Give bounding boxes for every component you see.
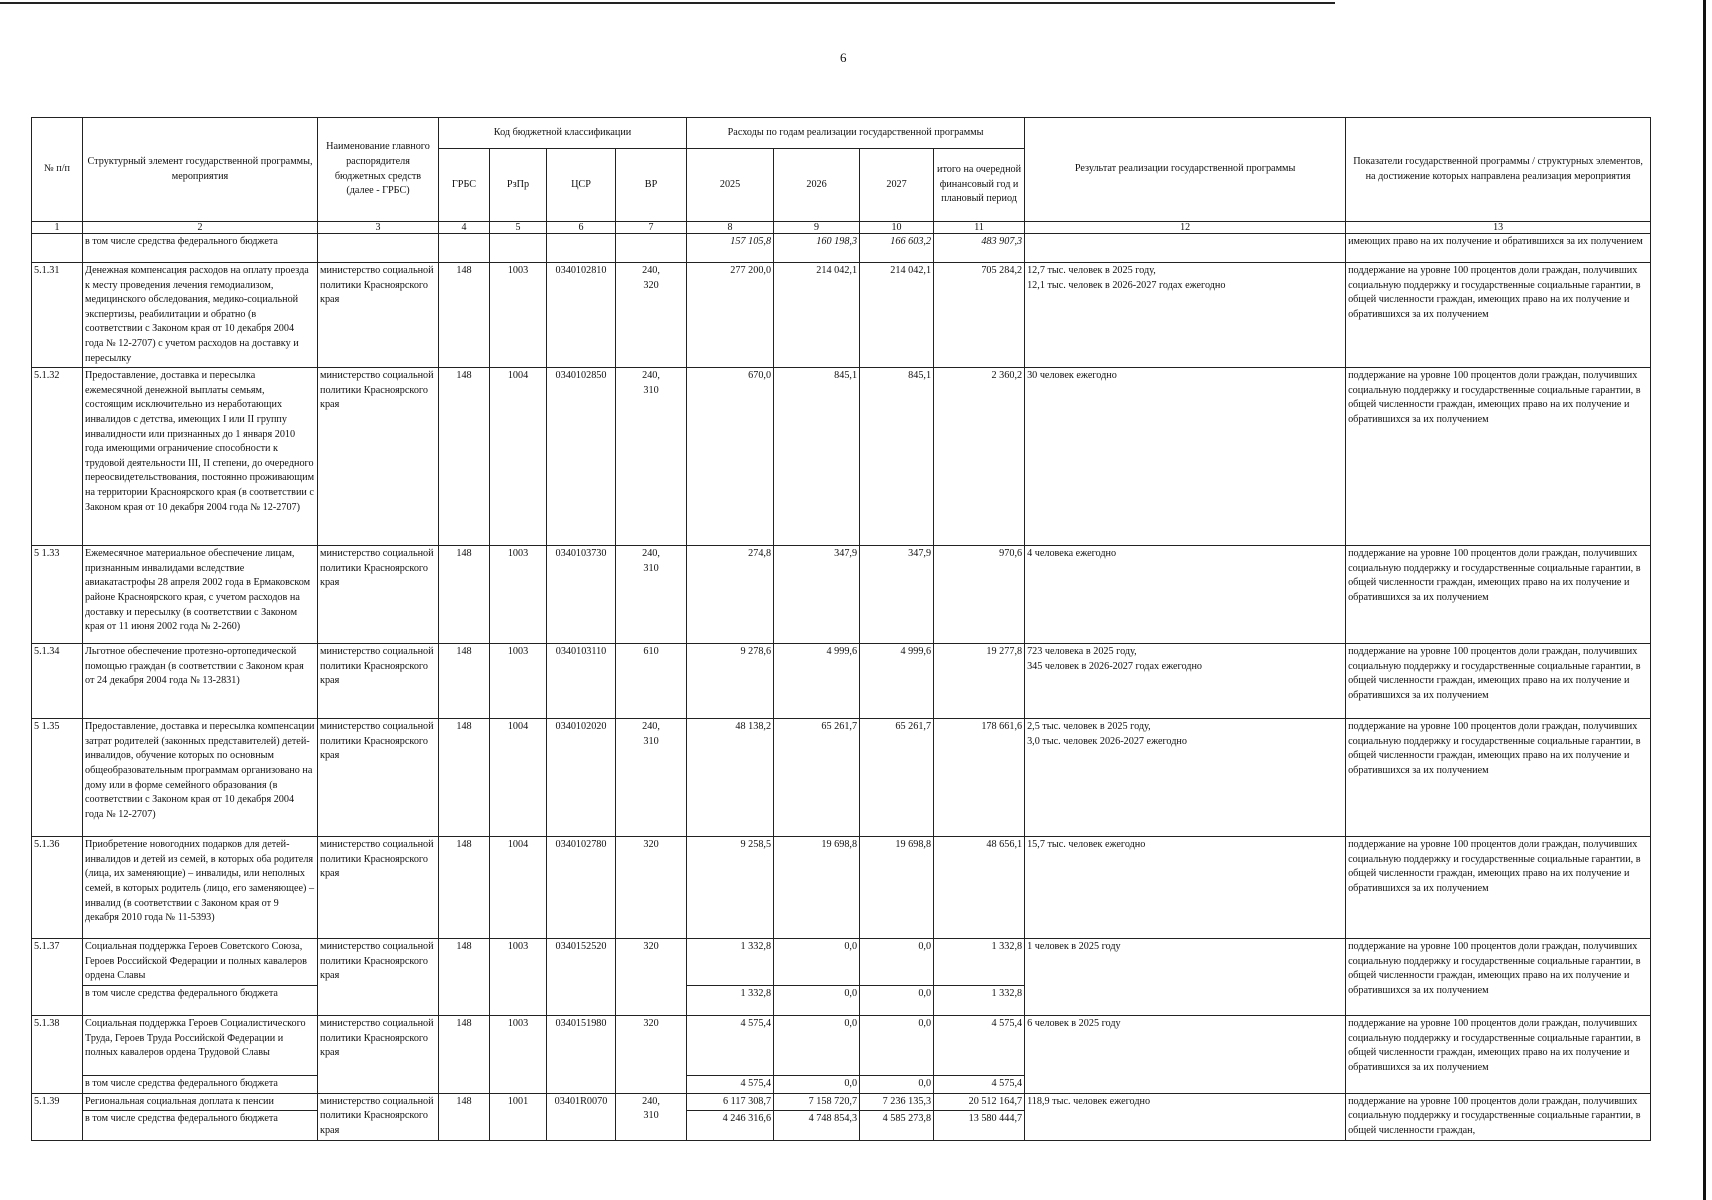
row-grbs: 148 (439, 644, 490, 719)
amount-2025: 48 138,2 (687, 719, 774, 837)
row-vr: 320 (616, 939, 687, 1016)
right-border-line (1703, 0, 1706, 1200)
col-number: 10 (860, 222, 934, 234)
table-row (32, 234, 1651, 263)
row-result: 12,7 тыс. человек в 2025 году, 12,1 тыс. человек в 2026-2027 годах ежегодно (1025, 263, 1346, 368)
amount-2027: 347,9 (860, 546, 934, 644)
row-grbs: 148 (439, 368, 490, 546)
header-code-group: Код бюджетной классификации (439, 118, 687, 149)
row-rzpr: 1003 (490, 644, 547, 719)
indicator-cell: поддержание на уровне 100 процентов доли граждан, получивших социальную поддержку и государственные социальные гарантии, в общей численности граждан, имеющих право на их получение и обратившихся за их получением (1346, 837, 1651, 939)
row-number: 5.1.36 (32, 837, 83, 939)
col-number: 3 (318, 222, 439, 234)
header-2027: 2027 (860, 149, 934, 222)
fed-amount-2027: 0,0 (860, 985, 934, 1015)
row-result: 15,7 тыс. человек ежегодно (1025, 837, 1346, 939)
amount-2027: 845,1 (860, 368, 934, 546)
col-number: 2 (83, 222, 318, 234)
header-expenses-group: Расходы по годам реализации государственной программы (687, 118, 1025, 149)
col-number: 5 (490, 222, 547, 234)
row-vr: 320 (616, 1015, 687, 1093)
row-element-name: Предоставление, доставка и пересылка компенсации затрат родителей (законных представителей) детей-инвалидов, обучение которых по основным общеобразовательным программам организовано на дому или в форме семейного образования (в соответствии с Законом края от 10 декабря 2004 года № 12-2707) (83, 719, 318, 837)
amount-2026: 214 042,1 (774, 263, 860, 368)
amount-total: 483 907,3 (934, 234, 1025, 263)
row-element-name: Ежемесячное материальное обеспечение лицам, признанным инвалидами вследствие авиакатастрофы 28 апреля 2002 года в Ермаковском районе Красноярского края, с учетом расходов на доставку и пересылку (в соответствии с Законом края от 11 июня 2002 года № 2-260) (83, 546, 318, 644)
header-element: Структурный элемент государственной программы, мероприятия (83, 118, 318, 222)
table-row (32, 1093, 1651, 1111)
indicator-cell: поддержание на уровне 100 процентов доли граждан, получивших социальную поддержку и государственные социальные гарантии, в общей численности граждан, имеющих право на их получение и обратившихся за их получением (1346, 939, 1651, 1016)
amount-2026: 845,1 (774, 368, 860, 546)
row-rzpr: 1003 (490, 546, 547, 644)
row-grbs-name: министерство социальной политики Красноярского края (318, 263, 439, 368)
amount-2027: 4 999,6 (860, 644, 934, 719)
row-grbs-name: министерство социальной политики Красноярского края (318, 837, 439, 939)
row-vr: 240, 310 (616, 546, 687, 644)
row-grbs: 148 (439, 1015, 490, 1093)
row-number: 5.1.37 (32, 939, 83, 1016)
indicator-cell: поддержание на уровне 100 процентов доли граждан, получивших социальную поддержку и государственные социальные гарантии, в общей численности граждан, имеющих право на их получение и обратившихся за их получением (1346, 719, 1651, 837)
header-2026: 2026 (774, 149, 860, 222)
row-number: 5 1.33 (32, 546, 83, 644)
amount-total: 178 661,6 (934, 719, 1025, 837)
row-csr: 0340151980 (547, 1015, 616, 1093)
row-rzpr: 1004 (490, 837, 547, 939)
row-vr: 240, 320 (616, 263, 687, 368)
row-csr: 03401R0070 (547, 1093, 616, 1141)
row-rzpr: 1001 (490, 1093, 547, 1141)
table-row (32, 837, 1651, 939)
amount-total: 19 277,8 (934, 644, 1025, 719)
fed-amount-2026: 0,0 (774, 985, 860, 1015)
amount-2026: 0,0 (774, 939, 860, 986)
fed-budget-label: в том числе средства федерального бюджета (83, 1111, 318, 1141)
row-csr: 0340102850 (547, 368, 616, 546)
amount-2025: 157 105,8 (687, 234, 774, 263)
header-csr: ЦСР (547, 149, 616, 222)
amount-2026: 65 261,7 (774, 719, 860, 837)
row-result: 4 человека ежегодно (1025, 546, 1346, 644)
amount-2027: 65 261,7 (860, 719, 934, 837)
row-grbs: 148 (439, 263, 490, 368)
fed-amount-total: 13 580 444,7 (934, 1111, 1025, 1141)
row-element-name: Денежная компенсация расходов на оплату проезда к месту проведения лечения гемодиализом, медицинского обследования, медико-социальной экспертизы, реабилитации и обратно (в соответствии с Законом края от 10 декабря 2004 года № 12-2707) с учетом расходов на доставку и пересылку (83, 263, 318, 368)
amount-2025: 9 278,6 (687, 644, 774, 719)
row-result: 723 человека в 2025 году, 345 человек в 2026-2027 годах ежегодно (1025, 644, 1346, 719)
row-result: 6 человек в 2025 году (1025, 1015, 1346, 1093)
col-number: 8 (687, 222, 774, 234)
header-total: итого на очередной финансовый год и плановый период (934, 149, 1025, 222)
row-vr: 610 (616, 644, 687, 719)
row-rzpr: 1004 (490, 719, 547, 837)
row-number: 5.1.31 (32, 263, 83, 368)
row-grbs: 148 (439, 939, 490, 1016)
amount-2026: 7 158 720,7 (774, 1093, 860, 1111)
col-number: 9 (774, 222, 860, 234)
amount-total: 2 360,2 (934, 368, 1025, 546)
amount-2027: 214 042,1 (860, 263, 934, 368)
amount-2027: 0,0 (860, 1015, 934, 1075)
row-csr: 0340152520 (547, 939, 616, 1016)
table-row (32, 368, 1651, 546)
amount-total: 705 284,2 (934, 263, 1025, 368)
row-grbs: 148 (439, 719, 490, 837)
row-grbs: 148 (439, 1093, 490, 1141)
amount-2026: 19 698,8 (774, 837, 860, 939)
row-vr: 240, 310 (616, 1093, 687, 1141)
amount-2026: 0,0 (774, 1015, 860, 1075)
page-number: 6 (840, 50, 847, 65)
column-number-row (32, 222, 1651, 234)
table-row (32, 939, 1651, 986)
fed-amount-total: 4 575,4 (934, 1075, 1025, 1093)
row-element-name: Социальная поддержка Героев Социалистического Труда, Героев Труда Российской Федерации и полных кавалеров ордена Трудовой Славы (83, 1015, 318, 1075)
row-element-name: Региональная социальная доплата к пенсии (83, 1093, 318, 1111)
indicator-cell: поддержание на уровне 100 процентов доли граждан, получивших социальную поддержку и государственные социальные гарантии, в общей численности граждан, (1346, 1093, 1651, 1141)
row-number: 5 1.35 (32, 719, 83, 837)
col-number: 7 (616, 222, 687, 234)
row-csr: 0340102020 (547, 719, 616, 837)
row-grbs: 148 (439, 546, 490, 644)
row-vr: 240, 310 (616, 368, 687, 546)
header-2025: 2025 (687, 149, 774, 222)
amount-total: 20 512 164,7 (934, 1093, 1025, 1111)
fed-budget-label: в том числе средства федерального бюджета (83, 1075, 318, 1093)
row-element-name: Приобретение новогодних подарков для детей-инвалидов и детей из семей, в которых оба родителя (лица, их заменяющие) – инвалиды, или неполных семей, в которых родитель (лицо, его заменяющее) – инвалид (в соответствии с Законом края от 9 декабря 2010 года № 11-5393) (83, 837, 318, 939)
amount-total: 48 656,1 (934, 837, 1025, 939)
header-rzpr: РзПр (490, 149, 547, 222)
amount-2025: 9 258,5 (687, 837, 774, 939)
amount-2026: 160 198,3 (774, 234, 860, 263)
row-csr: 0340103730 (547, 546, 616, 644)
row-result: 2,5 тыс. человек в 2025 году, 3,0 тыс. человек 2026-2027 ежегодно (1025, 719, 1346, 837)
col-number: 1 (32, 222, 83, 234)
fed-amount-2025: 4 575,4 (687, 1075, 774, 1093)
top-border-line (0, 2, 1335, 4)
amount-2025: 274,8 (687, 546, 774, 644)
row-csr: 0340102810 (547, 263, 616, 368)
row-grbs-name: министерство социальной политики Красноярского края (318, 1093, 439, 1141)
amount-2027: 0,0 (860, 939, 934, 986)
row-result: 1 человек в 2025 году (1025, 939, 1346, 1016)
table-row (32, 1015, 1651, 1075)
row-element-name: Предоставление, доставка и пересылка ежемесячной денежной выплаты семьям, состоящим исключительно из неработающих инвалидов с детства, имеющих I или II группу инвалидности или признанных до 1 января 2010 года имеющими ограничение способности к трудовой деятельности III, II степени, до очередного переосвидетельствования, постоянно проживающим на территории Красноярского края (в соответствии с Законом края от 10 декабря 2004 года № 12-2707) (83, 368, 318, 546)
amount-2025: 670,0 (687, 368, 774, 546)
col-number: 12 (1025, 222, 1346, 234)
fed-amount-2025: 1 332,8 (687, 985, 774, 1015)
col-number: 13 (1346, 222, 1651, 234)
row-grbs-name: министерство социальной политики Красноярского края (318, 1015, 439, 1093)
indicator-cell: поддержание на уровне 100 процентов доли граждан, получивших социальную поддержку и государственные социальные гарантии, в общей численности граждан, имеющих право на их получение и обратившихся за их получением (1346, 263, 1651, 368)
amount-2025: 277 200,0 (687, 263, 774, 368)
row-element-name: Социальная поддержка Героев Советского Союза, Героев Российской Федерации и полных кавалеров ордена Славы (83, 939, 318, 986)
row-number: 5.1.39 (32, 1093, 83, 1141)
col-number: 11 (934, 222, 1025, 234)
amount-2025: 6 117 308,7 (687, 1093, 774, 1111)
col-number: 6 (547, 222, 616, 234)
amount-total: 970,6 (934, 546, 1025, 644)
fed-amount-2026: 0,0 (774, 1075, 860, 1093)
fed-amount-2026: 4 748 854,3 (774, 1111, 860, 1141)
row-grbs-name: министерство социальной политики Красноярского края (318, 939, 439, 1016)
indicator-cell: поддержание на уровне 100 процентов доли граждан, получивших социальную поддержку и государственные социальные гарантии, в общей численности граждан, имеющих право на их получение и обратившихся за их получением (1346, 546, 1651, 644)
amount-2027: 7 236 135,3 (860, 1093, 934, 1111)
row-vr: 240, 310 (616, 719, 687, 837)
indicator-cell: поддержание на уровне 100 процентов доли граждан, получивших социальную поддержку и государственные социальные гарантии, в общей численности граждан, имеющих право на их получение и обратившихся за их получением (1346, 1015, 1651, 1093)
row-result: 118,9 тыс. человек ежегодно (1025, 1093, 1346, 1141)
table-row (32, 719, 1651, 837)
amount-2027: 19 698,8 (860, 837, 934, 939)
row-number: 5.1.32 (32, 368, 83, 546)
fed-amount-2027: 0,0 (860, 1075, 934, 1093)
fed-amount-2025: 4 246 316,6 (687, 1111, 774, 1141)
row-grbs-name: министерство социальной политики Красноярского края (318, 644, 439, 719)
row-element-name: Льготное обеспечение протезно-ортопедической помощью граждан (в соответствии с Законом края от 24 декабря 2004 года № 13-2831) (83, 644, 318, 719)
row-grbs-name: министерство социальной политики Красноярского края (318, 546, 439, 644)
row-csr: 0340102780 (547, 837, 616, 939)
header-grbs: ГРБС (439, 149, 490, 222)
header-npp: № п/п (32, 118, 83, 222)
row-rzpr: 1003 (490, 939, 547, 1016)
header-result: Результат реализации государственной программы (1025, 118, 1346, 222)
row-csr: 0340103110 (547, 644, 616, 719)
row-number: 5.1.34 (32, 644, 83, 719)
row-number: 5.1.38 (32, 1015, 83, 1093)
amount-2027: 166 603,2 (860, 234, 934, 263)
table-row (32, 263, 1651, 368)
header-grbs-name: Наименование главного распорядителя бюджетных средств (далее - ГРБС) (318, 118, 439, 222)
row-grbs-name: министерство социальной политики Красноярского края (318, 368, 439, 546)
table-row (32, 644, 1651, 719)
header-vr: ВР (616, 149, 687, 222)
amount-2026: 4 999,6 (774, 644, 860, 719)
amount-2025: 1 332,8 (687, 939, 774, 986)
row-grbs-name: министерство социальной политики Красноярского края (318, 719, 439, 837)
fed-amount-total: 1 332,8 (934, 985, 1025, 1015)
table-row (32, 546, 1651, 644)
fed-budget-label: в том числе средства федерального бюджета (83, 234, 318, 263)
header-indicators: Показатели государственной программы / структурных элементов, на достижение которых направлена реализация мероприятия (1346, 118, 1651, 222)
row-rzpr: 1003 (490, 263, 547, 368)
row-rzpr: 1003 (490, 1015, 547, 1093)
budget-table (31, 117, 1651, 1141)
row-grbs: 148 (439, 837, 490, 939)
col-number: 4 (439, 222, 490, 234)
amount-2025: 4 575,4 (687, 1015, 774, 1075)
row-rzpr: 1004 (490, 368, 547, 546)
amount-total: 4 575,4 (934, 1015, 1025, 1075)
row-result: 30 человек ежегодно (1025, 368, 1346, 546)
amount-total: 1 332,8 (934, 939, 1025, 986)
indicator-cell: поддержание на уровне 100 процентов доли граждан, получивших социальную поддержку и государственные социальные гарантии, в общей численности граждан, имеющих право на их получение и обратившихся за их получением (1346, 644, 1651, 719)
indicator-cell: поддержание на уровне 100 процентов доли граждан, получивших социальную поддержку и государственные социальные гарантии, в общей численности граждан, имеющих право на их получение и обратившихся за их получением (1346, 368, 1651, 546)
fed-budget-label: в том числе средства федерального бюджета (83, 985, 318, 1015)
row-vr: 320 (616, 837, 687, 939)
indicator-cell: имеющих право на их получение и обратившихся за их получением (1346, 234, 1651, 263)
amount-2026: 347,9 (774, 546, 860, 644)
fed-amount-2027: 4 585 273,8 (860, 1111, 934, 1141)
